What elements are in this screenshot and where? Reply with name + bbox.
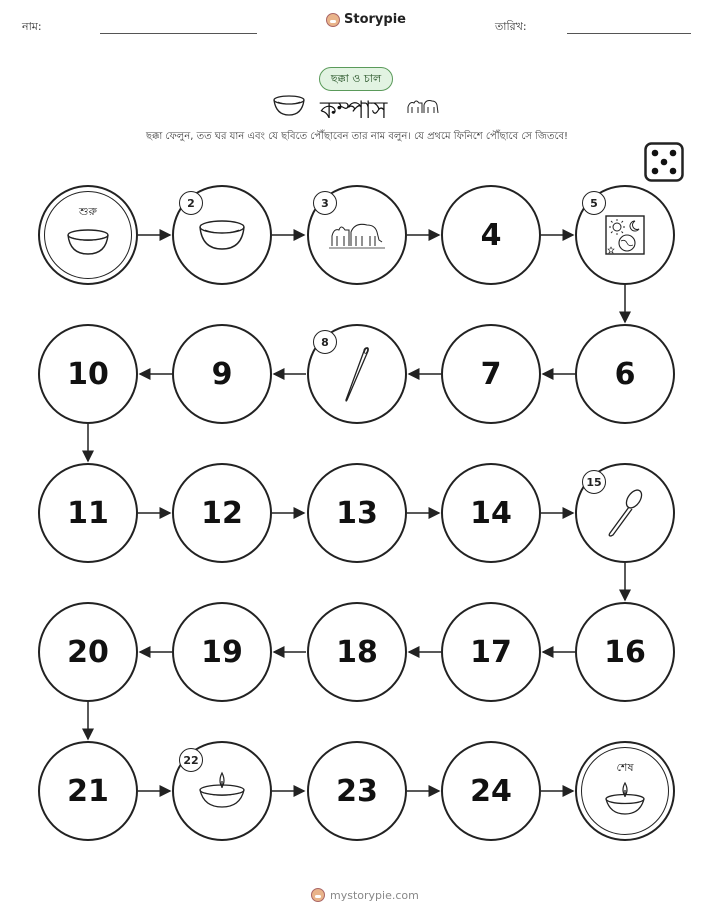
square-number: 4	[480, 217, 502, 253]
square-14[interactable]	[441, 463, 541, 563]
square-number: 17	[470, 634, 512, 670]
square-number: 9	[211, 356, 233, 392]
square-number: 6	[614, 356, 636, 392]
spoon-icon	[605, 487, 645, 539]
square-16[interactable]	[575, 602, 675, 702]
square-number-badge: 8	[313, 330, 337, 354]
square-7[interactable]	[441, 324, 541, 424]
square-number-badge: 22	[179, 748, 203, 772]
square-number: 20	[67, 634, 109, 670]
footer	[311, 888, 419, 902]
square-number: 18	[336, 634, 378, 670]
square-1-start[interactable]	[38, 185, 138, 285]
instructions: ছক্কা ফেলুন, তত ঘর যান এবং যে ছবিতে পৌঁছাবেন তার নাম বলুন। যে প্রথমে ফিনিশে পৌঁছাবে সে জিতবে!	[145, 131, 569, 142]
square-number-badge: 2	[179, 191, 203, 215]
square-number: 16	[604, 634, 646, 670]
square-19[interactable]	[172, 602, 272, 702]
game-type-pill: ছক্কা ও চাল	[319, 67, 393, 91]
square-23[interactable]	[307, 741, 407, 841]
square-24[interactable]	[441, 741, 541, 841]
bowl-icon	[197, 218, 247, 252]
oil-lamp-icon	[196, 771, 248, 811]
start-label: শুরু	[79, 205, 97, 218]
square-number: 24	[470, 773, 512, 809]
date-label: তারিখ:	[495, 20, 527, 33]
camels-elephant-icon	[329, 218, 385, 252]
bear-icon	[311, 888, 325, 902]
square-number-badge: 5	[582, 191, 606, 215]
needle-icon	[342, 344, 372, 404]
square-21[interactable]	[38, 741, 138, 841]
square-number: 19	[201, 634, 243, 670]
page-title: কম্পাস	[320, 96, 388, 124]
square-11[interactable]	[38, 463, 138, 563]
square-number: 21	[67, 773, 109, 809]
footer-url[interactable]: mystorypie.com	[330, 888, 419, 902]
square-18[interactable]	[307, 602, 407, 702]
square-17[interactable]	[441, 602, 541, 702]
square-12[interactable]	[172, 463, 272, 563]
square-number: 14	[470, 495, 512, 531]
finish-label: শেষ	[616, 761, 634, 774]
brand-name: Storypie	[344, 12, 406, 27]
sun-moon-globe-icon	[605, 215, 645, 255]
square-13[interactable]	[307, 463, 407, 563]
square-number-badge: 15	[582, 470, 606, 494]
square-20[interactable]	[38, 602, 138, 702]
square-4[interactable]	[441, 185, 541, 285]
square-number: 12	[201, 495, 243, 531]
square-number: 10	[67, 356, 109, 392]
square-10[interactable]	[38, 324, 138, 424]
square-6[interactable]	[575, 324, 675, 424]
square-number: 23	[336, 773, 378, 809]
square-number: 13	[336, 495, 378, 531]
square-25-finish[interactable]	[575, 741, 675, 841]
square-9[interactable]	[172, 324, 272, 424]
square-number: 11	[67, 495, 109, 531]
square-number-badge: 3	[313, 191, 337, 215]
square-number: 7	[480, 356, 502, 392]
name-label: নাম:	[22, 20, 42, 33]
